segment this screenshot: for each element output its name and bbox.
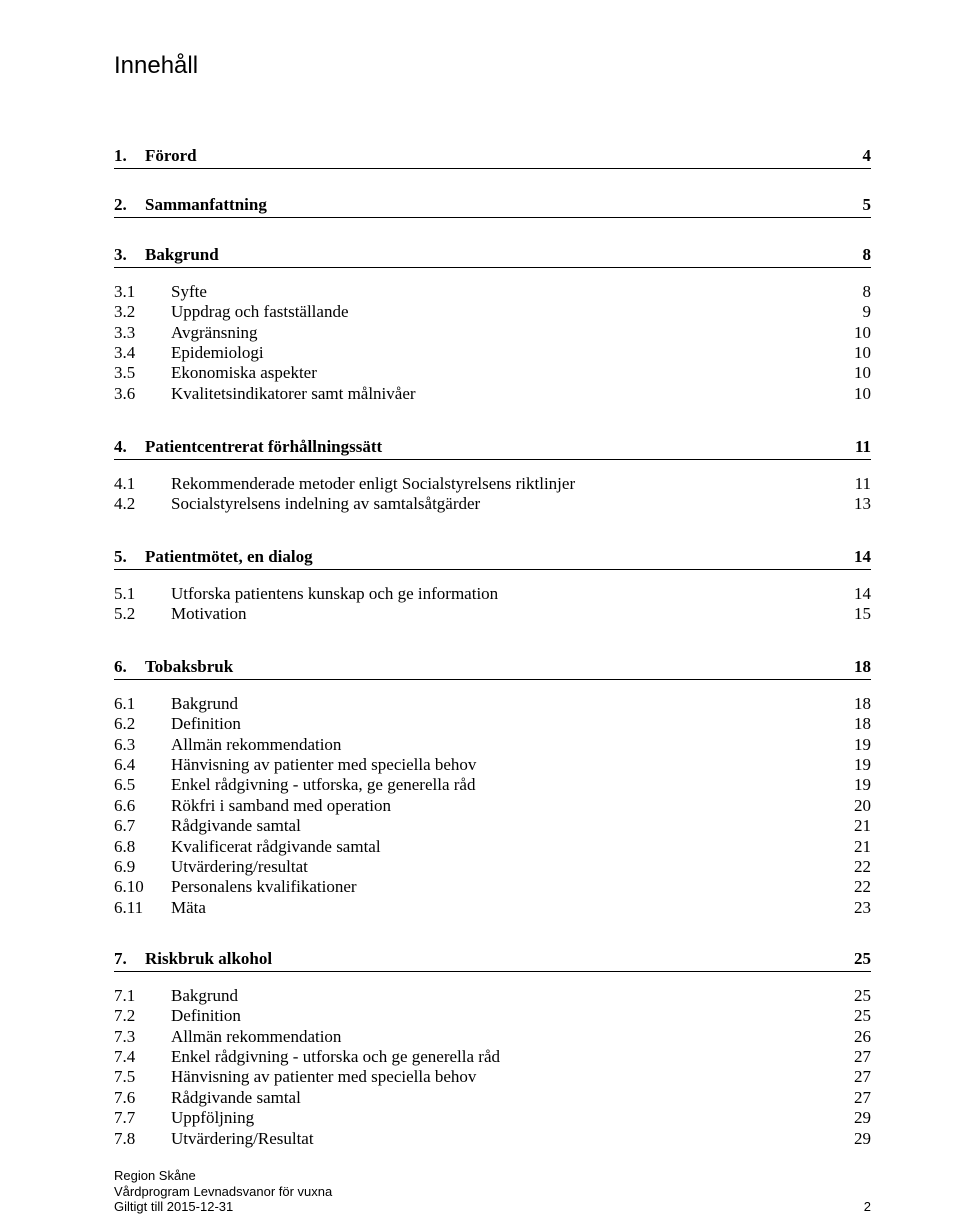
toc-subsection-link[interactable] [114,363,871,383]
toc-subsection-number: 7.7 [114,1108,136,1128]
toc-subsection-page: 20 [854,795,871,815]
toc-section-link[interactable] [114,435,871,460]
toc-subsection-link[interactable] [114,323,871,343]
table-of-contents [114,0,871,1217]
toc-subsection-page: 18 [854,694,871,713]
toc-subsection-title: Allmän rekommendation [171,734,342,754]
toc-subsection-number: 6.9 [114,856,136,876]
toc-subsection-title: Utvärdering/resultat [171,856,308,876]
toc-subsection-title: Kvalitetsindikatorer samt målnivåer [171,383,416,403]
toc-subsection-page: 9 [862,302,871,322]
toc-subsection-page: 21 [854,816,871,836]
toc-subsection-link[interactable] [114,877,871,897]
toc-subsection-link[interactable] [114,755,871,775]
toc-subsection-page: 25 [854,986,871,1005]
toc-subsection-page: 27 [854,1087,871,1107]
toc-subsection-title: Socialstyrelsens indelning av samtalsåtgärder [171,494,481,514]
toc-section-number: 5. [114,547,127,566]
toc-subsection-number: 6.6 [114,795,136,815]
toc-subsection-title: Rekommenderade metoder enligt Socialstyrelsens riktlinjer [171,474,576,493]
toc-subsection-page: 8 [862,282,871,301]
page-title: Innehåll [114,52,199,79]
toc-subsection-link[interactable] [114,584,871,604]
toc-section-page: 4 [862,146,871,165]
toc-subsection-page: 19 [854,755,871,774]
toc-subsection-title: Enkel rådgivning - utforska, ge generella råd [171,775,476,795]
toc-subsection-title: Syfte [171,282,207,301]
toc-subsection-link[interactable] [114,343,871,363]
toc-subsection-link[interactable] [114,857,871,877]
toc-subsection-title: Uppföljning [171,1108,255,1128]
toc-subsection-title: Utforska patientens kunskap och ge information [171,584,499,603]
toc-subsection-link[interactable] [114,694,871,714]
toc-subsection-link[interactable] [114,384,871,404]
toc-subsection-page: 15 [854,604,871,624]
toc-subsection-link[interactable] [114,837,871,857]
toc-subsection-link[interactable] [114,816,871,836]
toc-subsection-number: 7.5 [114,1067,136,1087]
toc-subsection-page: 25 [854,1006,871,1026]
toc-subsection-title: Mäta [171,897,206,917]
toc-subsection-number: 6.3 [114,734,136,754]
toc-subsection-number: 5.2 [114,604,136,624]
toc-subsection-page: 11 [854,474,871,493]
toc-section-link[interactable] [114,193,871,218]
toc-section-link[interactable] [114,655,871,680]
toc-subsection-number: 6.11 [114,897,144,917]
toc-subsection-link[interactable] [114,494,871,514]
toc-subsection-page: 27 [854,1067,871,1087]
toc-subsection-title: Kvalificerat rådgivande samtal [171,836,381,856]
toc-subsection-link[interactable] [114,898,871,918]
toc-subsection-number: 3.3 [114,322,136,342]
toc-subsection-title: Enkel rådgivning - utforska och ge generella råd [171,1047,501,1066]
toc-subsection-link[interactable] [114,474,871,494]
toc-section-page: 14 [854,547,871,566]
toc-subsection-page: 13 [854,494,871,514]
toc-subsection-title: Ekonomiska aspekter [171,363,317,383]
toc-subsection-title: Epidemiologi [171,343,264,363]
toc-subsection-title: Rådgivande samtal [171,816,301,836]
toc-section-link[interactable] [114,144,871,169]
toc-section-title: Sammanfattning [145,195,267,214]
toc-subsection-number: 3.1 [114,282,136,301]
toc-section-page: 11 [854,437,871,456]
toc-section-link[interactable] [114,243,871,268]
toc-section-number: 2. [114,195,127,214]
toc-section-number: 6. [114,657,127,676]
toc-subsection-page: 10 [854,343,871,363]
toc-subsection-page: 22 [854,856,871,876]
toc-subsection-link[interactable] [114,1027,871,1047]
toc-subsection-title: Allmän rekommendation [171,1026,342,1046]
toc-subsection-title: Bakgrund [171,694,239,713]
toc-subsection-page: 29 [854,1128,871,1148]
toc-subsection-link[interactable] [114,302,871,322]
toc-section-number: 7. [114,949,127,968]
toc-subsection-link[interactable] [114,1088,871,1108]
footer-organization: Region Skåne [114,1168,196,1183]
toc-subsection-title: Definition [171,714,241,734]
toc-subsection-link[interactable] [114,796,871,816]
toc-subsection-link[interactable] [114,714,871,734]
toc-section-page: 18 [854,657,871,676]
toc-subsection-number: 6.1 [114,694,136,713]
toc-subsection-page: 14 [854,584,871,603]
toc-subsection-title: Personalens kvalifikationer [171,877,357,897]
toc-subsection-number: 3.5 [114,363,136,383]
toc-section-number: 3. [114,245,127,264]
toc-section-title: Förord [145,146,197,165]
toc-subsection-title: Rökfri i samband med operation [171,795,392,815]
toc-subsection-link[interactable] [114,1108,871,1128]
toc-subsection-number: 7.3 [114,1026,136,1046]
toc-subsection-link[interactable] [114,1129,871,1149]
toc-subsection-page: 19 [854,775,871,795]
toc-subsection-number: 7.2 [114,1006,136,1026]
toc-subsection-title: Uppdrag och fastställande [171,302,349,322]
toc-subsection-number: 4.1 [114,474,136,493]
toc-subsection-link[interactable] [114,604,871,624]
toc-subsection-page: 29 [854,1108,871,1128]
toc-subsection-link[interactable] [114,1067,871,1087]
toc-section-page: 25 [854,949,871,968]
footer-page-number: 2 [863,1199,871,1214]
toc-section-title: Patientcentrerat förhållningssätt [145,437,383,456]
toc-subsection-link[interactable] [114,735,871,755]
toc-section-number: 4. [114,437,127,456]
toc-subsection-page: 27 [854,1047,871,1066]
toc-subsection-number: 7.8 [114,1128,136,1148]
toc-subsection-link[interactable] [114,986,871,1006]
toc-subsection-page: 21 [854,836,871,856]
toc-section-number: 1. [114,146,127,165]
toc-subsection-page: 10 [854,383,871,403]
toc-section-page: 5 [862,195,871,214]
toc-subsection-page: 23 [854,897,871,917]
toc-subsection-number: 6.7 [114,816,136,836]
toc-subsection-number: 6.8 [114,836,136,856]
footer-validity: Giltigt till 2015-12-31 [114,1199,234,1214]
toc-subsection-page: 10 [854,363,871,383]
toc-subsection-number: 7.4 [114,1047,136,1066]
toc-subsection-number: 4.2 [114,494,136,514]
toc-subsection-page: 19 [854,734,871,754]
toc-subsection-title: Avgränsning [171,322,258,342]
toc-subsection-page: 10 [854,322,871,342]
toc-subsection-title: Hänvisning av patienter med speciella behov [171,1067,477,1087]
toc-subsection-number: 5.1 [114,584,136,603]
toc-section-title: Tobaksbruk [145,657,234,676]
toc-subsection-title: Definition [171,1006,241,1026]
toc-subsection-number: 7.6 [114,1087,136,1107]
toc-subsection-title: Motivation [171,604,247,624]
toc-subsection-number: 3.4 [114,343,136,363]
toc-section-title: Bakgrund [145,245,219,264]
toc-subsection-number: 3.2 [114,302,136,322]
toc-subsection-number: 7.1 [114,986,136,1005]
toc-subsection-link[interactable] [114,1047,871,1067]
toc-subsection-page: 26 [854,1026,871,1046]
toc-subsection-title: Utvärdering/Resultat [171,1128,314,1148]
toc-subsection-page: 22 [854,877,871,897]
toc-subsection-number: 6.10 [114,877,144,897]
toc-subsection-number: 6.2 [114,714,136,734]
footer-document-title: Vårdprogram Levnadsvanor för vuxna [114,1183,333,1199]
page-footer [114,1168,871,1215]
toc-section-page: 8 [862,245,871,264]
toc-section-link[interactable] [114,947,871,972]
toc-subsection-number: 6.4 [114,755,136,774]
toc-subsection-link[interactable] [114,775,871,795]
toc-subsection-page: 18 [854,714,871,734]
toc-subsection-link[interactable] [114,1006,871,1026]
toc-section-title: Riskbruk alkohol [145,949,273,968]
toc-subsection-title: Rådgivande samtal [171,1087,301,1107]
toc-subsection-number: 3.6 [114,383,136,403]
toc-subsection-title: Hänvisning av patienter med speciella behov [171,755,477,774]
toc-subsection-link[interactable] [114,282,871,302]
toc-section-title: Patientmötet, en dialog [145,547,313,566]
toc-subsection-number: 6.5 [114,775,136,795]
toc-section-link[interactable] [114,545,871,570]
toc-subsection-title: Bakgrund [171,986,239,1005]
